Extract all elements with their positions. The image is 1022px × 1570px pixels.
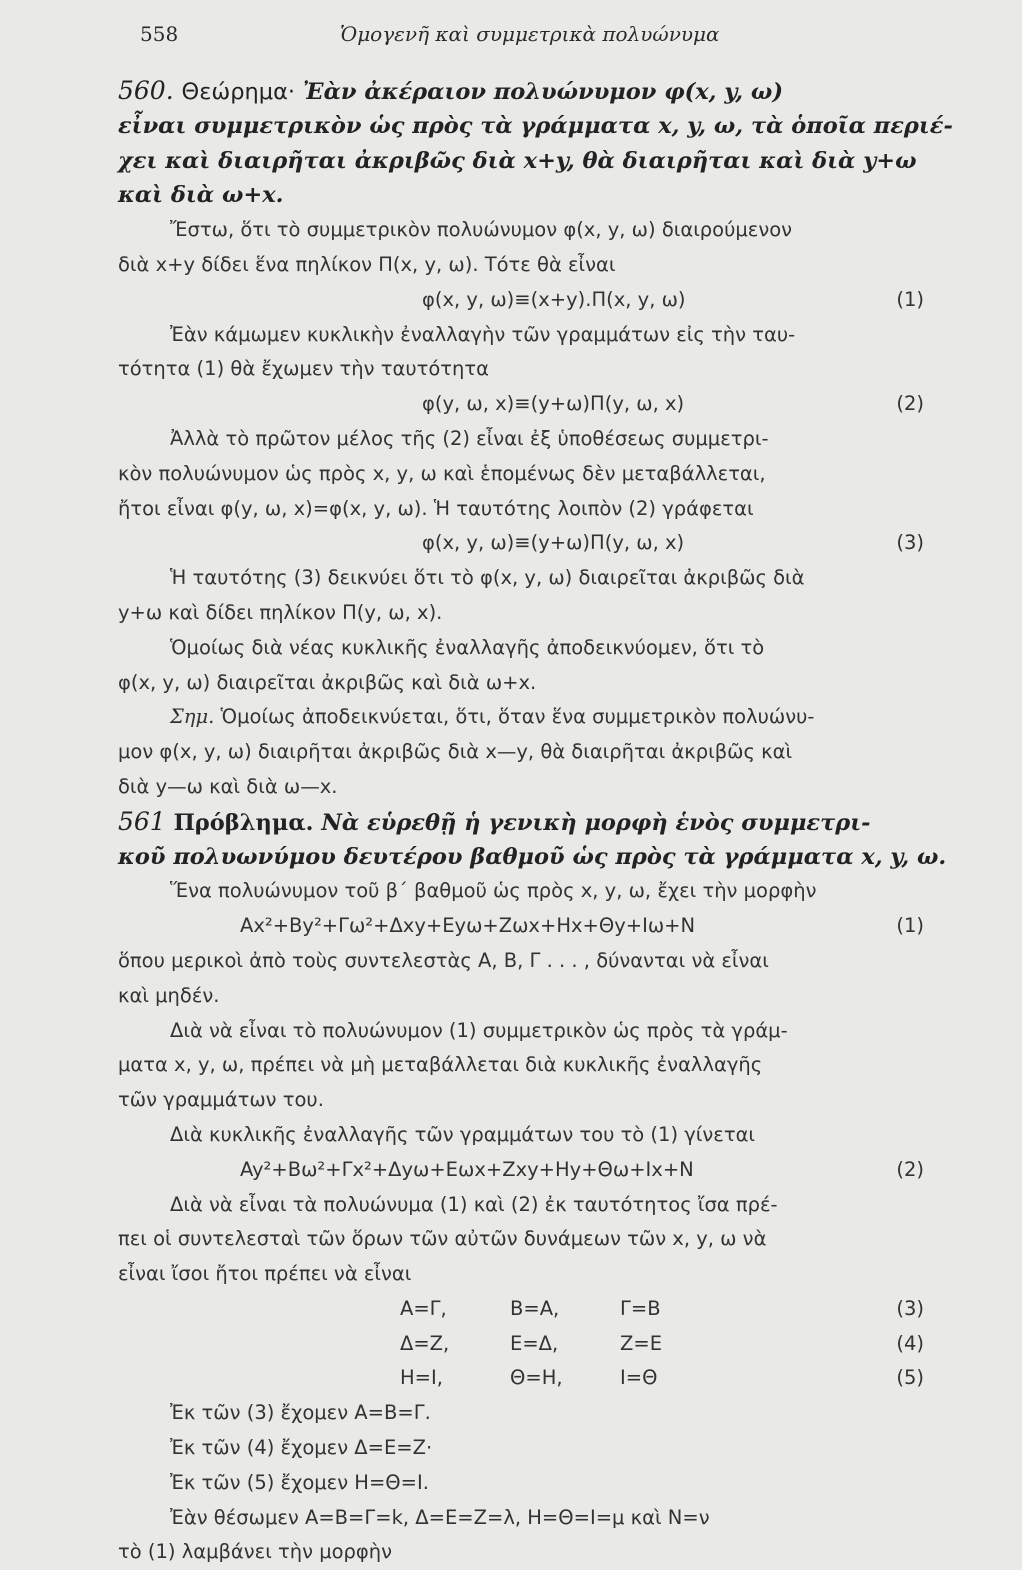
theorem-560-line-4: καὶ διὰ ω+x. [118, 182, 284, 209]
equation-row-1 [118, 283, 930, 318]
paragraph-line: ματα x, y, ω, πρέπει νὰ μὴ μεταβάλλεται διὰ κυκλικῆς ἐναλλαγῆς [118, 1053, 763, 1077]
paragraph-line: καὶ μηδέν. [118, 983, 220, 1007]
paragraph-line: τῶν γραμμάτων του. [118, 1088, 324, 1112]
equation: φ(x, y, ω)≡(x+y).Π(x, y, ω) [422, 287, 686, 311]
equation-tag: (3) [896, 1296, 924, 1320]
theorem-560-line-2: εἶναι συμμετρικὸν ὡς πρὸς τὰ γράμματα x, y, ω, τὰ ὁποῖα περιέ- [118, 112, 953, 139]
result-line: Ἐκ τῶν (4) ἔχομεν Δ=E=Z· [170, 1436, 433, 1460]
equation-tag: (4) [896, 1331, 924, 1355]
theorem-text: Ἐὰν ἀκέραιον πολυώνυμον φ(x, y, ω) [302, 79, 783, 105]
equation-row-2 [118, 1153, 930, 1188]
section-number-560: 560. [118, 76, 174, 105]
paragraph-line: Διὰ νὰ εἶναι τὰ πολυώνυμα (1) καὶ (2) ἐκ ταυτότητος ἴσα πρέ- [170, 1192, 778, 1216]
equation-tag: (2) [896, 1157, 924, 1181]
equation-row-3 [118, 526, 930, 561]
paragraph-line: ἤτοι εἶναι φ(y, ω, x)=φ(x, y, ω). Ἡ ταυτότης λοιπὸν (2) γράφεται [118, 496, 754, 520]
theorem-560-line-1 [118, 74, 930, 109]
paragraph-line: Ἡ ταυτότης (3) δεικνύει ὅτι τὸ φ(x, y, ω) διαιρεῖται ἀκριβῶς διὰ [170, 566, 805, 590]
page-number: 558 [140, 22, 179, 46]
equation-tag: (5) [896, 1366, 924, 1390]
problem-label: Πρόβλημα. [173, 809, 314, 836]
paragraph-line: τότητα (1) θὰ ἔχωμεν τὴν ταυτότητα [118, 357, 489, 381]
note-label: Σημ. [170, 705, 215, 729]
paragraph-line: Διὰ νὰ εἶναι τὸ πολυώνυμον (1) συμμετρικὸν ὡς πρὸς τὰ γράμ- [170, 1018, 788, 1042]
system-equation: Γ=B [620, 1296, 661, 1320]
section-number-561: 561 [118, 806, 166, 836]
paragraph-line: κὸν πολυώνυμον ὡς πρὸς x, y, ω καὶ ἑπομένως δὲν μεταβάλλεται, [118, 461, 766, 485]
paragraph-line: διὰ x+y δίδει ἕνα πηλίκον Π(x, y, ω). Τότε θὰ εἶναι [118, 252, 616, 276]
system-equation: E=Δ, [510, 1331, 559, 1355]
system-row-3 [118, 1292, 930, 1327]
paragraph-line: Ὁμοίως διὰ νέας κυκλικῆς ἐναλλαγῆς ἀποδεικνύομεν, ὅτι τὸ [170, 635, 765, 659]
paragraph-line: Διὰ κυκλικῆς ἐναλλαγῆς τῶν γραμμάτων του τὸ (1) γίνεται [170, 1122, 756, 1146]
equation: Ax²+By²+Γω²+Δxy+Eyω+Zωx+Hx+Θy+Iω+N [240, 914, 696, 938]
equation-row-2 [118, 387, 930, 422]
paragraph-line: Ἐὰν θέσωμεν A=B=Γ=k, Δ=E=Z=λ, H=Θ=I=μ καὶ N=ν [170, 1505, 710, 1529]
paragraph-line: Ἔστω, ὅτι τὸ συμμετρικὸν πολυώνυμον φ(x, y, ω) διαιρούμενον [170, 218, 793, 242]
equation: φ(x, y, ω)≡(y+ω)Π(y, ω, x) [422, 531, 685, 555]
system-equation: H=I, [400, 1366, 443, 1390]
equation-tag: (1) [896, 914, 924, 938]
system-row-5 [118, 1361, 930, 1396]
problem-561-line-1 [118, 805, 930, 840]
paragraph-line: εἶναι ἴσοι ἤτοι πρέπει νὰ εἶναι [118, 1262, 412, 1286]
equation-tag: (2) [896, 392, 924, 416]
page-header [140, 22, 930, 56]
paragraph-line: Ἐὰν κάμωμεν κυκλικὴν ἐναλλαγὴν τῶν γραμμάτων εἰς τὴν ταυ- [170, 322, 796, 346]
page-body [118, 74, 953, 1570]
system-equation: Δ=Z, [400, 1331, 450, 1355]
system-equation: I=Θ [620, 1366, 658, 1390]
system-equation: Z=E [620, 1331, 663, 1355]
paragraph-line: ὅπου μερικοὶ ἀπὸ τοὺς συντελεστὰς A, B, Γ . . . , δύνανται νὰ εἶναι [118, 948, 769, 972]
system-equation: B=A, [510, 1296, 560, 1320]
equation-tag: (1) [896, 287, 924, 311]
paragraph-line: μον φ(x, y, ω) διαιρῆται ἀκριβῶς διὰ x—y, θὰ διαιρῆται ἀκριβῶς καὶ [118, 740, 793, 764]
note-text: Ὁμοίως ἀποδεικνύεται, ὅτι, ὅταν ἕνα συμμετρικὸν πολυώνυ- [220, 705, 815, 729]
equation: Ay²+Bω²+Γx²+Δyω+Eωx+Zxy+Hy+Θω+Ix+N [240, 1157, 694, 1181]
theorem-560-line-3: χει καὶ διαιρῆται ἀκριβῶς διὰ x+y, θὰ διαιρῆται καὶ διὰ y+ω [118, 147, 917, 174]
result-line: Ἐκ τῶν (5) ἔχομεν H=Θ=I. [170, 1470, 429, 1494]
paragraph-line: Ἀλλὰ τὸ πρῶτον μέλος τῆς (2) εἶναι ἐξ ὑποθέσεως συμμετρι- [170, 426, 769, 450]
paragraph-line: διὰ y—ω καὶ διὰ ω—x. [118, 774, 338, 798]
system-equation: Θ=H, [510, 1366, 563, 1390]
note-line [118, 700, 930, 735]
paragraph-line: πει οἱ συντελεσταὶ τῶν ὅρων τῶν αὐτῶν δυνάμεων τῶν x, y, ω νὰ [118, 1227, 767, 1251]
problem-561-line-2: κοῦ πολυωνύμου δευτέρου βαθμοῦ ὡς πρὸς τὰ γράμματα x, y, ω. [118, 843, 947, 870]
equation-row-1 [118, 909, 930, 944]
paragraph-line: Ἕνα πολυώνυμον τοῦ β΄ βαθμοῦ ὡς πρὸς x, y, ω, ἔχει τὴν μορφὴν [170, 879, 817, 903]
equation-tag: (3) [896, 531, 924, 555]
paragraph-line: y+ω καὶ δίδει πηλίκον Π(y, ω, x). [118, 600, 443, 624]
system-equation: A=Γ, [400, 1296, 447, 1320]
equation: φ(y, ω, x)≡(y+ω)Π(y, ω, x) [422, 392, 685, 416]
theorem-label: Θεώρημα· [181, 79, 296, 105]
running-head: Ὁμογενῆ καὶ συμμετρικὰ πολυώνυμα [340, 22, 720, 46]
problem-text: Νὰ εὑρεθῇ ἡ γενικὴ μορφὴ ἑνὸς συμμετρι- [321, 809, 871, 836]
paragraph-line: φ(x, y, ω) διαιρεῖται ἀκριβῶς καὶ διὰ ω+x. [118, 670, 537, 694]
result-line: Ἐκ τῶν (3) ἔχομεν A=B=Γ. [170, 1401, 431, 1425]
system-row-4 [118, 1327, 930, 1362]
paragraph-line: τὸ (1) λαμβάνει τὴν μορφὴν [118, 1540, 393, 1564]
